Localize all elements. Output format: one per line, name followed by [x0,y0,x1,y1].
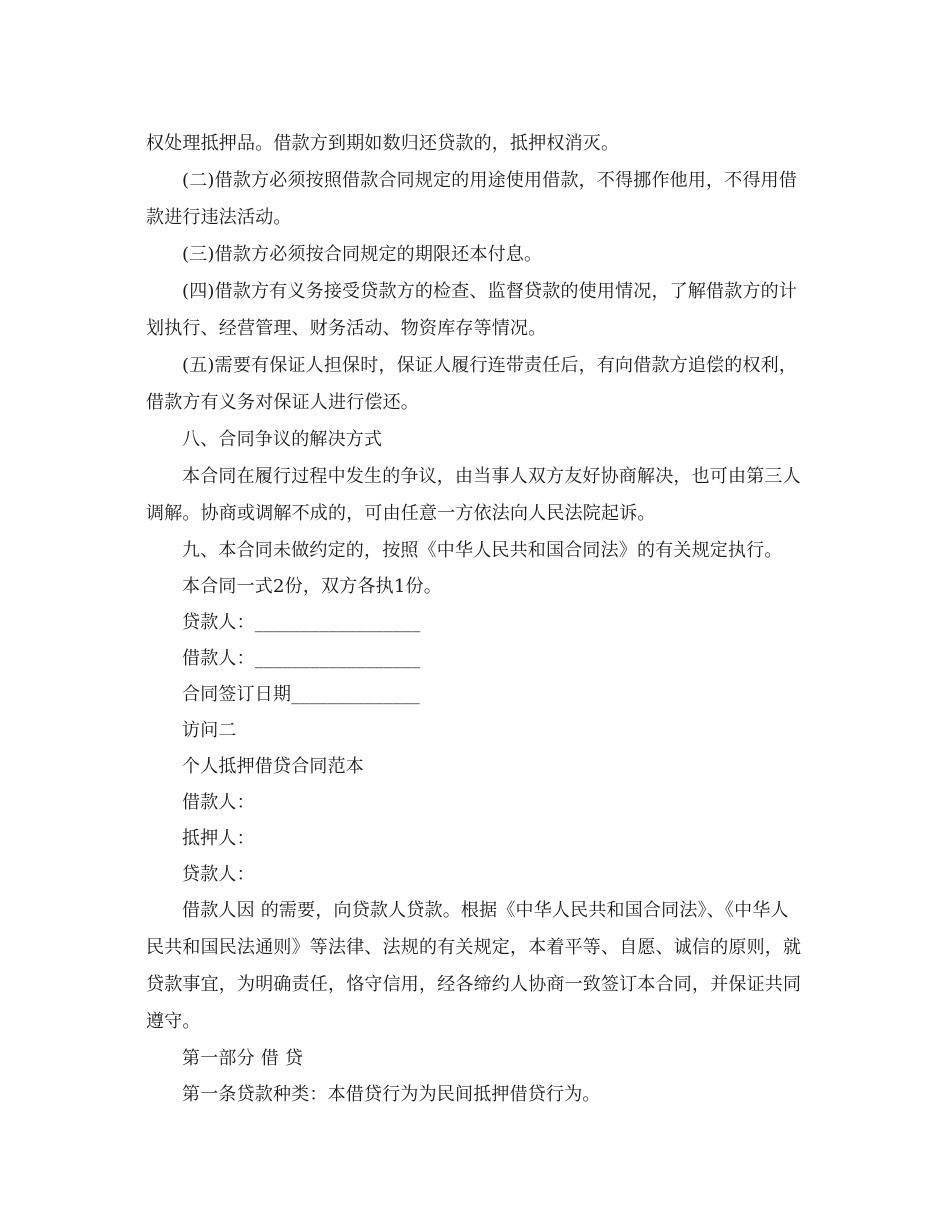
contract-title: 个人抵押借贷合同范本 [182,756,364,777]
section-heading-dispute: 八、合同争议的解决方式 [182,429,383,450]
paragraph-clause-5: (五)需要有保证人担保时，保证人履行连带责任后，有向借款方追偿的权利，借款方有义务对保证人进行偿还。 [146,355,798,413]
paragraph-clause-9: 九、本合同未做约定的，按照《中华人民共和国合同法》的有关规定执行。 [182,540,783,561]
signature-lender: 贷款人：__________________ [182,612,421,633]
paragraph-copies: 本合同一式2份，双方各执1份。 [182,576,442,597]
article-1: 第一条贷款种类：本借贷行为为民间抵押借贷行为。 [182,1084,601,1105]
section-heading-visit-2: 访问二 [182,720,237,741]
paragraph-clause-4: (四)借款方有义务接受贷款方的检查、监督贷款的使用情况，了解借款方的计划执行、经营管理、财务活动、物资库存等情况。 [146,281,798,339]
paragraph-dispute: 本合同在履行过程中发生的争议，由当事人双方友好协商解决，也可由第三人调解。协商或调解不成的，可由任意一方依法向人民法院起诉。 [146,466,801,524]
party-mortgagor: 抵押人： [182,828,255,849]
signature-borrower: 借款人：__________________ [182,648,421,669]
paragraph-clause-2: (二)借款方必须按照借款合同规定的用途使用借款，不得挪作他用，不得用借款进行违法活动。 [146,170,798,228]
paragraph-clause-3: (三)借款方必须按合同规定的期限还本付息。 [182,244,543,265]
paragraph-preamble: 借款人因 的需要，向贷款人贷款。根据《中华人民共和国合同法》、《中华人民共和国民法通则》等法律、法规的有关规定，本着平等、自愿、诚信的原则，就贷款事宜，为明确责任，恪守信用，经各缔约人协商一致签订本合同，并保证共同遵守。 [146,900,802,1032]
party-borrower: 借款人： [182,792,255,813]
part-heading-1: 第一部分 借 贷 [182,1048,304,1069]
paragraph-pledge-right: 权处理抵押品。借款方到期如数归还贷款的，抵押权消灭。 [146,133,620,154]
signature-date: 合同签订日期______________ [182,684,420,705]
party-lender: 贷款人： [182,864,255,885]
